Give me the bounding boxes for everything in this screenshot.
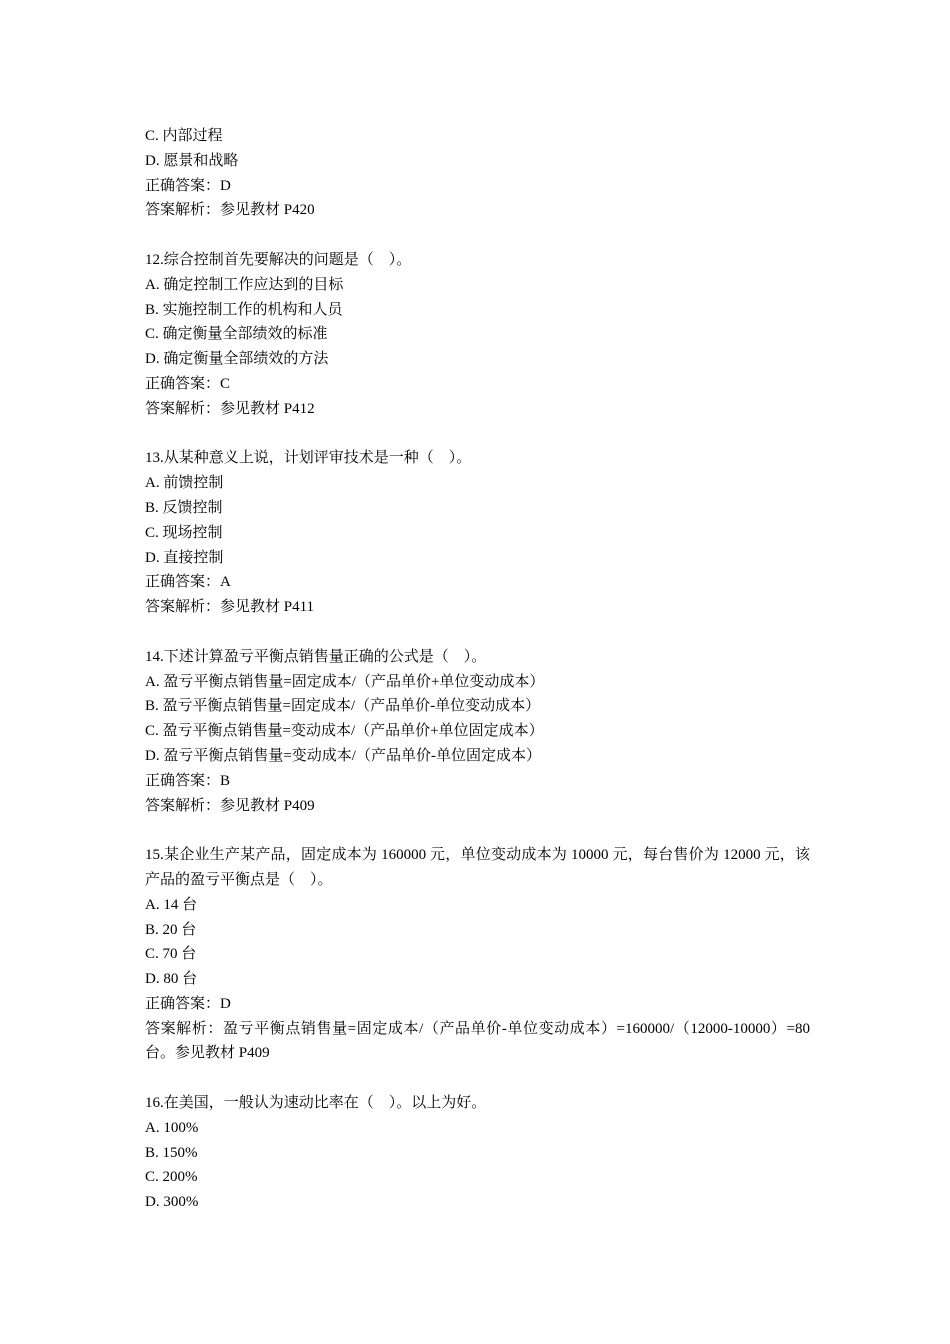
option-d: D. 300%	[145, 1194, 199, 1211]
correct-answer: 正确答案：D	[145, 177, 231, 194]
option-b: B. 20 台	[145, 921, 197, 938]
option-c: C. 现场控制	[145, 524, 223, 541]
correct-answer: 正确答案：B	[145, 772, 231, 789]
option-d: D. 确定衡量全部绩效的方法	[145, 351, 329, 368]
option-c: C. 内部过程	[145, 128, 223, 144]
question-11-tail	[145, 124, 810, 223]
option-b: B. 150%	[145, 1144, 198, 1161]
answer-explanation: 答案解析：参见教材 P409	[145, 797, 315, 814]
question-stem: 12.综合控制首先要解决的问题是（ ）。	[145, 251, 412, 268]
option-a: A. 100%	[145, 1119, 199, 1136]
option-d: D. 盈亏平衡点销售量=变动成本/（产品单价-单位固定成本）	[145, 747, 541, 764]
option-a: A. 盈亏平衡点销售量=固定成本/（产品单价+单位变动成本）	[145, 673, 545, 690]
spacer	[145, 223, 810, 248]
option-c: C. 70 台	[145, 946, 197, 963]
option-d: D. 80 台	[145, 971, 198, 988]
option-a: A. 前馈控制	[145, 475, 224, 492]
correct-answer: 正确答案：A	[145, 574, 231, 591]
spacer	[145, 620, 810, 645]
option-d: D. 直接控制	[145, 549, 224, 566]
option-d: D. 愿景和战略	[145, 152, 239, 169]
answer-explanation: 答案解析：参见教材 P411	[145, 599, 315, 616]
question-13	[145, 446, 810, 620]
question-stem: 16.在美国，一般认为速动比率在（ ）。以上为好。	[145, 1095, 487, 1112]
option-c: C. 盈亏平衡点销售量=变动成本/（产品单价+单位固定成本）	[145, 723, 544, 740]
option-a: A. 14 台	[145, 896, 198, 913]
spacer	[145, 1066, 810, 1091]
correct-answer: 正确答案：C	[145, 375, 231, 392]
question-stem: 14.下述计算盈亏平衡点销售量正确的公式是（ ）。	[145, 648, 487, 665]
option-b: B. 反馈控制	[145, 499, 223, 516]
spacer	[145, 422, 810, 447]
answer-explanation: 答案解析：盈亏平衡点销售量=固定成本/（产品单价-单位变动成本）=160000/（12000-10000）=80 台。参见教材 P409	[145, 1020, 810, 1062]
spacer	[145, 818, 810, 843]
question-14	[145, 645, 810, 819]
question-stem: 13.从某种意义上说，计划评审技术是一种（ ）。	[145, 450, 472, 467]
option-b: B. 盈亏平衡点销售量=固定成本/（产品单价-单位变动成本）	[145, 698, 541, 715]
option-c: C. 200%	[145, 1169, 198, 1186]
correct-answer: 正确答案：D	[145, 995, 231, 1012]
document-page	[145, 124, 810, 1215]
question-12	[145, 248, 810, 422]
question-stem: 15.某企业生产某产品，固定成本为 160000 元，单位变动成本为 10000 元，每台售价为 12000 元，该产品的盈亏平衡点是（ ）。	[145, 847, 810, 888]
answer-explanation: 答案解析：参见教材 P420	[145, 202, 315, 219]
answer-explanation: 答案解析：参见教材 P412	[145, 400, 315, 417]
option-c: C. 确定衡量全部绩效的标准	[145, 326, 328, 343]
option-b: B. 实施控制工作的机构和人员	[145, 301, 343, 318]
question-16	[145, 1091, 810, 1215]
question-15	[145, 843, 810, 1066]
option-a: A. 确定控制工作应达到的目标	[145, 276, 344, 293]
